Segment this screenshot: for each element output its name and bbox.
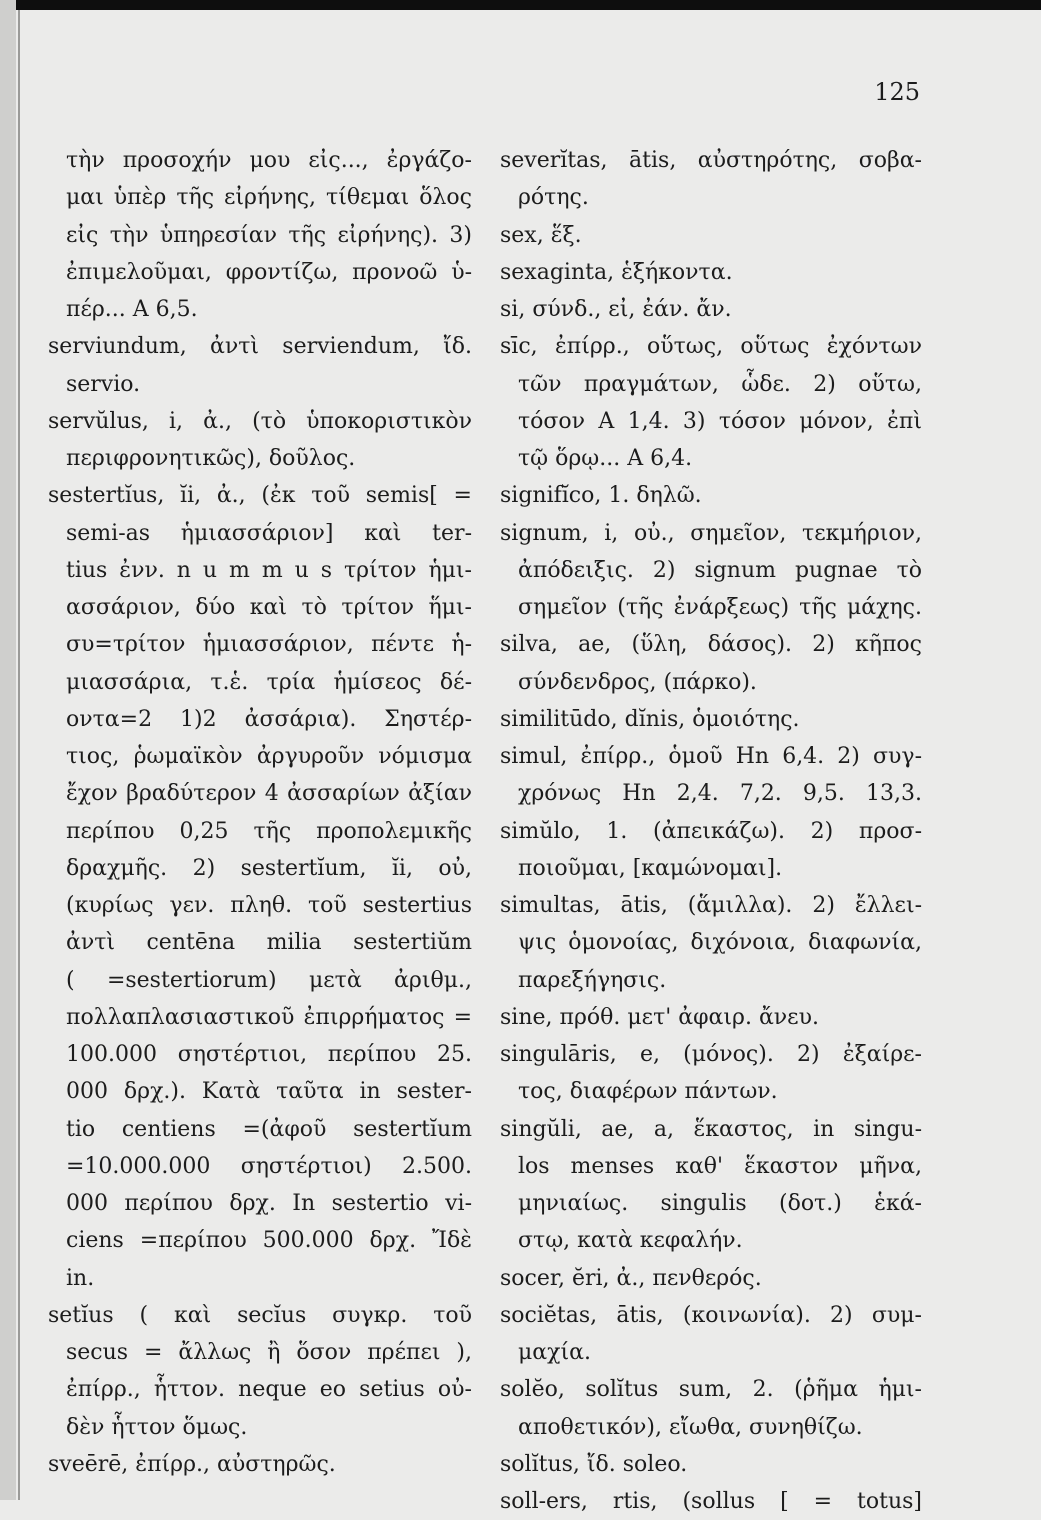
right-column-line: τῷ ὅρῳ... Α 6,4. <box>518 446 693 471</box>
left-column-line: in. <box>66 1265 95 1291</box>
page-number: 125 <box>874 78 920 106</box>
right-column-line: simultas, ātis, (ἅμιλλα). 2) ἔλλει- <box>500 893 922 918</box>
left-column-line: περίπου 0,25 τῆς προπολεμικῆς <box>66 818 472 844</box>
right-column-line: singulāris, e, (μόνος). 2) ἐξαίρε- <box>500 1042 922 1067</box>
right-column-line: σημεῖον (τῆς ἐνάρξεως) τῆς μάχης. <box>518 595 922 620</box>
left-column-line: 000 περίπου δρχ. In sestertio vi- <box>66 1191 472 1216</box>
left-column-line: περιφρονητικῶς), δοῦλος. <box>66 446 356 471</box>
right-column-line: solĕo, solĭtus sum, 2. (ῥῆμα ἡμι- <box>500 1377 922 1403</box>
left-column-line: οντα=2 1)2 ἀσσάρια). Σηστέρ- <box>66 706 472 732</box>
left-column-line: 100.000 σηστέρτιοι, περίπου 25. <box>66 1042 472 1067</box>
left-column-line: ( =sestertiorum) μετὰ ἀριθμ., <box>66 967 472 993</box>
left-column-line: δραχμῆς. 2) sestertĭum, ĭi, οὐ, <box>66 855 472 881</box>
left-column-line: δὲν ἧττον ὅμως. <box>66 1414 248 1440</box>
left-column-line: ἐπίρρ., ἧττον. neque eo setius οὐ- <box>66 1377 472 1403</box>
left-column-line: secus = ἄλλως ἢ ὅσον πρέπει ), <box>66 1340 472 1365</box>
left-column-line: tio centiens =(ἀφοῦ sestertĭum <box>66 1116 472 1142</box>
left-column-line: tius ἐνν. n u m m u s τρίτον ἡμι- <box>66 557 472 583</box>
left-column-line: μιασσάρια, τ.ἑ. τρία ἡμίσεος δέ- <box>66 669 472 695</box>
right-column-line: ποιοῦμαι, [καμώνομαι]. <box>518 855 783 881</box>
left-column-line: πέρ... Α 6,5. <box>66 297 198 322</box>
left-column-line: ἐπιμελοῦμαι, φροντίζω, προνοῶ ὑ- <box>66 259 472 285</box>
left-column-line: ασσάριον, δύο καὶ τὸ τρίτον ἥμι- <box>66 595 472 620</box>
left-column-line: semi-as ἡμιασσάριον] καὶ ter- <box>66 520 472 546</box>
right-column-line: sīc, ἐπίρρ., οὕτως, οὕτως ἐχόντων <box>500 334 922 360</box>
right-column-line: simul, ἐπίρρ., ὁμοῦ Ηn 6,4. 2) συγ- <box>500 744 922 769</box>
left-column-line: servŭlus, i, ἀ., (τὸ ὑποκοριστικὸν <box>48 408 472 434</box>
left-column-line: (κυρίως γεν. πληθ. τοῦ sestertius <box>66 893 472 918</box>
left-column-line: ἀντὶ centēna milia sestertiŭm <box>66 930 472 956</box>
right-column-line: ψις ὁμονοίας, διχόνοια, διαφωνία, <box>518 930 922 956</box>
right-column-line: ρότης. <box>518 185 589 211</box>
right-column-line: signifĭco, 1. δηλῶ. <box>500 483 702 509</box>
right-column-line: τῶν πραγμάτων, ὧδε. 2) οὕτω, <box>518 371 922 397</box>
right-column-line: silva, ae, (ὕλη, δάσος). 2) κῆπος <box>500 632 922 658</box>
right-column-line: παρεξήγησις. <box>518 967 667 993</box>
left-column-line: συ=τρίτον ἡμιασσάριον, πέντε ἡ- <box>66 632 472 658</box>
right-column-line: τος, διαφέρων πάντων. <box>518 1079 778 1105</box>
left-column-line: μαι ὑπὲρ τῆς εἰρήνης, τίθεμαι ὅλος <box>66 185 472 211</box>
right-column-line: μαχία. <box>518 1340 591 1365</box>
right-column <box>500 142 922 1520</box>
right-column-line: severĭtas, ātis, αὐστηρότης, σοβα- <box>500 148 922 173</box>
right-column-line: sociĕtas, ātis, (κοινωνία). 2) συμ- <box>500 1302 922 1328</box>
right-column-line: σύνδενδρος, (πάρκο). <box>518 669 757 695</box>
left-column-line: ciens =περίπου 500.000 δρχ. Ἴδὲ <box>66 1228 472 1254</box>
right-column-line: los menses καθ' ἕκαστον μῆνα, <box>518 1153 922 1179</box>
left-column-line: ἔχον βραδύτερον 4 ἀσσαρίων ἀξίαν <box>66 781 472 807</box>
left-column-line: τιος, ῥωμαϊκὸν ἀργυροῦν νόμισμα <box>66 744 472 769</box>
scan-left-margin <box>0 0 16 1500</box>
left-column-line: =10.000.000 σηστέρτιοι) 2.500. <box>66 1153 472 1179</box>
left-column-line: τὴν προσοχήν μου εἰς..., ἐργάζο- <box>66 148 472 173</box>
right-column-line: similitūdo, dĭnis, ὁμοιότης. <box>500 706 800 732</box>
left-column-line: servio. <box>66 371 141 397</box>
right-column-line: τόσον Α 1,4. 3) τόσον μόνον, ἐπὶ <box>518 408 922 434</box>
right-column-line: sex, ἕξ. <box>500 222 582 248</box>
right-column-line: soll-ers, rtis, (sollus [ = totus] <box>500 1489 922 1514</box>
right-column-line: χρόνως Ηn 2,4. 7,2. 9,5. 13,3. <box>518 781 922 807</box>
right-column-line: μηνιαίως. singulis (δοτ.) ἑκά- <box>518 1191 922 1216</box>
left-column-line: εἰς τὴν ὑπηρεσίαν τῆς εἰρήνης). 3) <box>66 222 472 248</box>
right-column-line: simŭlo, 1. (ἀπεικάζω). 2) προσ- <box>500 818 922 844</box>
right-column-line: αποθετικόν), εἴωθα, συνηθίζω. <box>518 1414 863 1440</box>
right-column-line: signum, i, οὐ., σημεῖον, τεκμήριον, <box>500 520 922 546</box>
left-column-line: sestertĭus, ĭi, ἀ., (ἐκ τοῦ semis[ = <box>48 483 472 509</box>
right-column-line: sexaginta, ἑξήκοντα. <box>500 259 733 285</box>
right-column-line: στῳ, κατὰ κεφαλήν. <box>518 1228 743 1254</box>
right-column-line: socer, ĕri, ἀ., πενθερός. <box>500 1265 762 1291</box>
left-column-line: 000 δρχ.). Κατὰ ταῦτα in sester- <box>66 1079 472 1105</box>
right-column-line: si, σύνδ., εἰ, ἐάν. ἄν. <box>500 297 732 322</box>
left-column <box>48 142 472 1483</box>
left-column-line: serviundum, ἀντὶ serviendum, ἴδ. <box>48 334 472 360</box>
right-column-line: solĭtus, ἴδ. soleo. <box>500 1451 688 1477</box>
right-column-line: singŭli, ae, a, ἕκαστος, in singu- <box>500 1116 922 1142</box>
left-column-line: sveērē, ἐπίρρ., αὐστηρῶς. <box>48 1451 336 1477</box>
scan-top-border <box>0 0 1041 10</box>
right-column-line: ἀπόδειξις. 2) signum pugnae τὸ <box>518 557 922 583</box>
left-column-line: setĭus ( καὶ secĭus συγκρ. τοῦ <box>48 1302 472 1328</box>
right-column-line: sine, πρόθ. μετ' ἀφαιρ. ἄνευ. <box>500 1004 819 1030</box>
left-column-line: πολλαπλασιαστικοῦ ἐπιρρήματος = <box>66 1004 472 1030</box>
page-fold-line <box>18 10 20 1500</box>
